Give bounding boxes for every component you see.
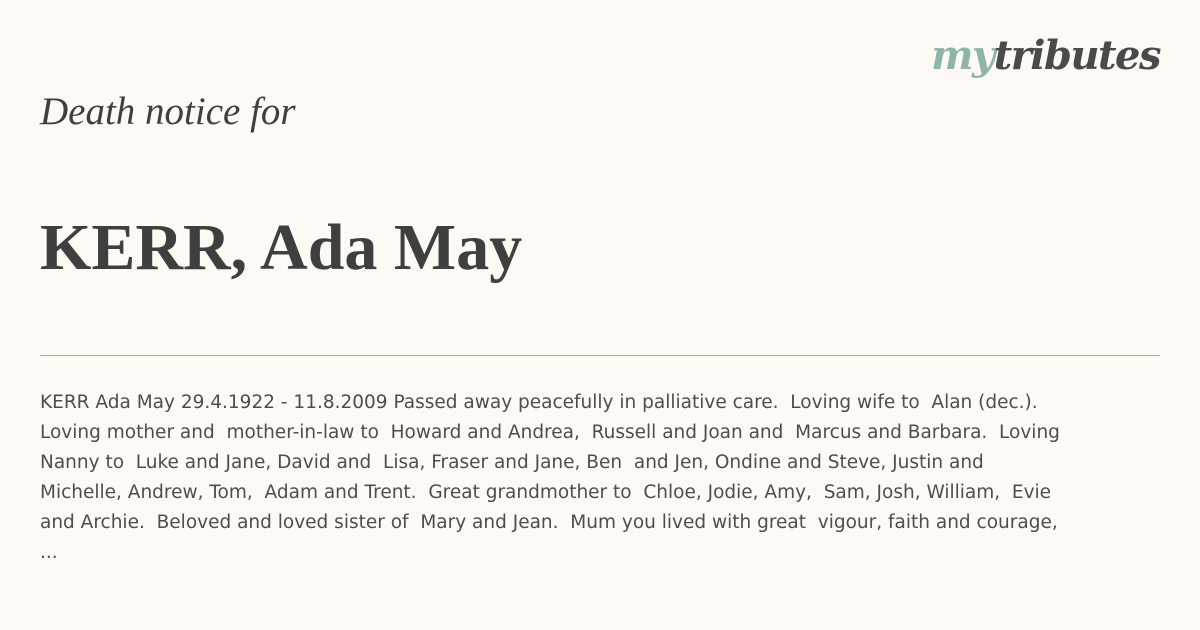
notice-text xyxy=(40,388,1160,568)
notice-line: Michelle, Andrew, Tom, Adam and Trent. Great grandmother to Chloe, Jodie, Amy, Sam, Josh, William, Evie xyxy=(40,482,1052,503)
page-kicker: Death notice for xyxy=(40,90,296,133)
logo-prefix: my xyxy=(931,32,994,79)
notice-line: Loving mother and mother-in-law to Howard and Andrea, Russell and Joan and Marcus and Barbara. Loving xyxy=(40,422,1060,443)
notice-ellipsis[interactable]: ... xyxy=(40,542,58,563)
mytributes-logo[interactable] xyxy=(931,32,1160,79)
notice-line: KERR Ada May 29.4.1922 - 11.8.2009 Passed away peacefully in palliative care. Loving wife to Alan (dec.). xyxy=(40,392,1038,413)
logo-suffix: tributes xyxy=(993,32,1160,79)
deceased-name: KERR, Ada May xyxy=(40,211,523,284)
divider xyxy=(40,355,1160,356)
notice-line: and Archie. Beloved and loved sister of Mary and Jean. Mum you lived with great vigour, faith and courage, xyxy=(40,512,1058,533)
notice-line: Nanny to Luke and Jane, David and Lisa, Fraser and Jane, Ben and Jen, Ondine and Steve, Justin and xyxy=(40,452,984,473)
